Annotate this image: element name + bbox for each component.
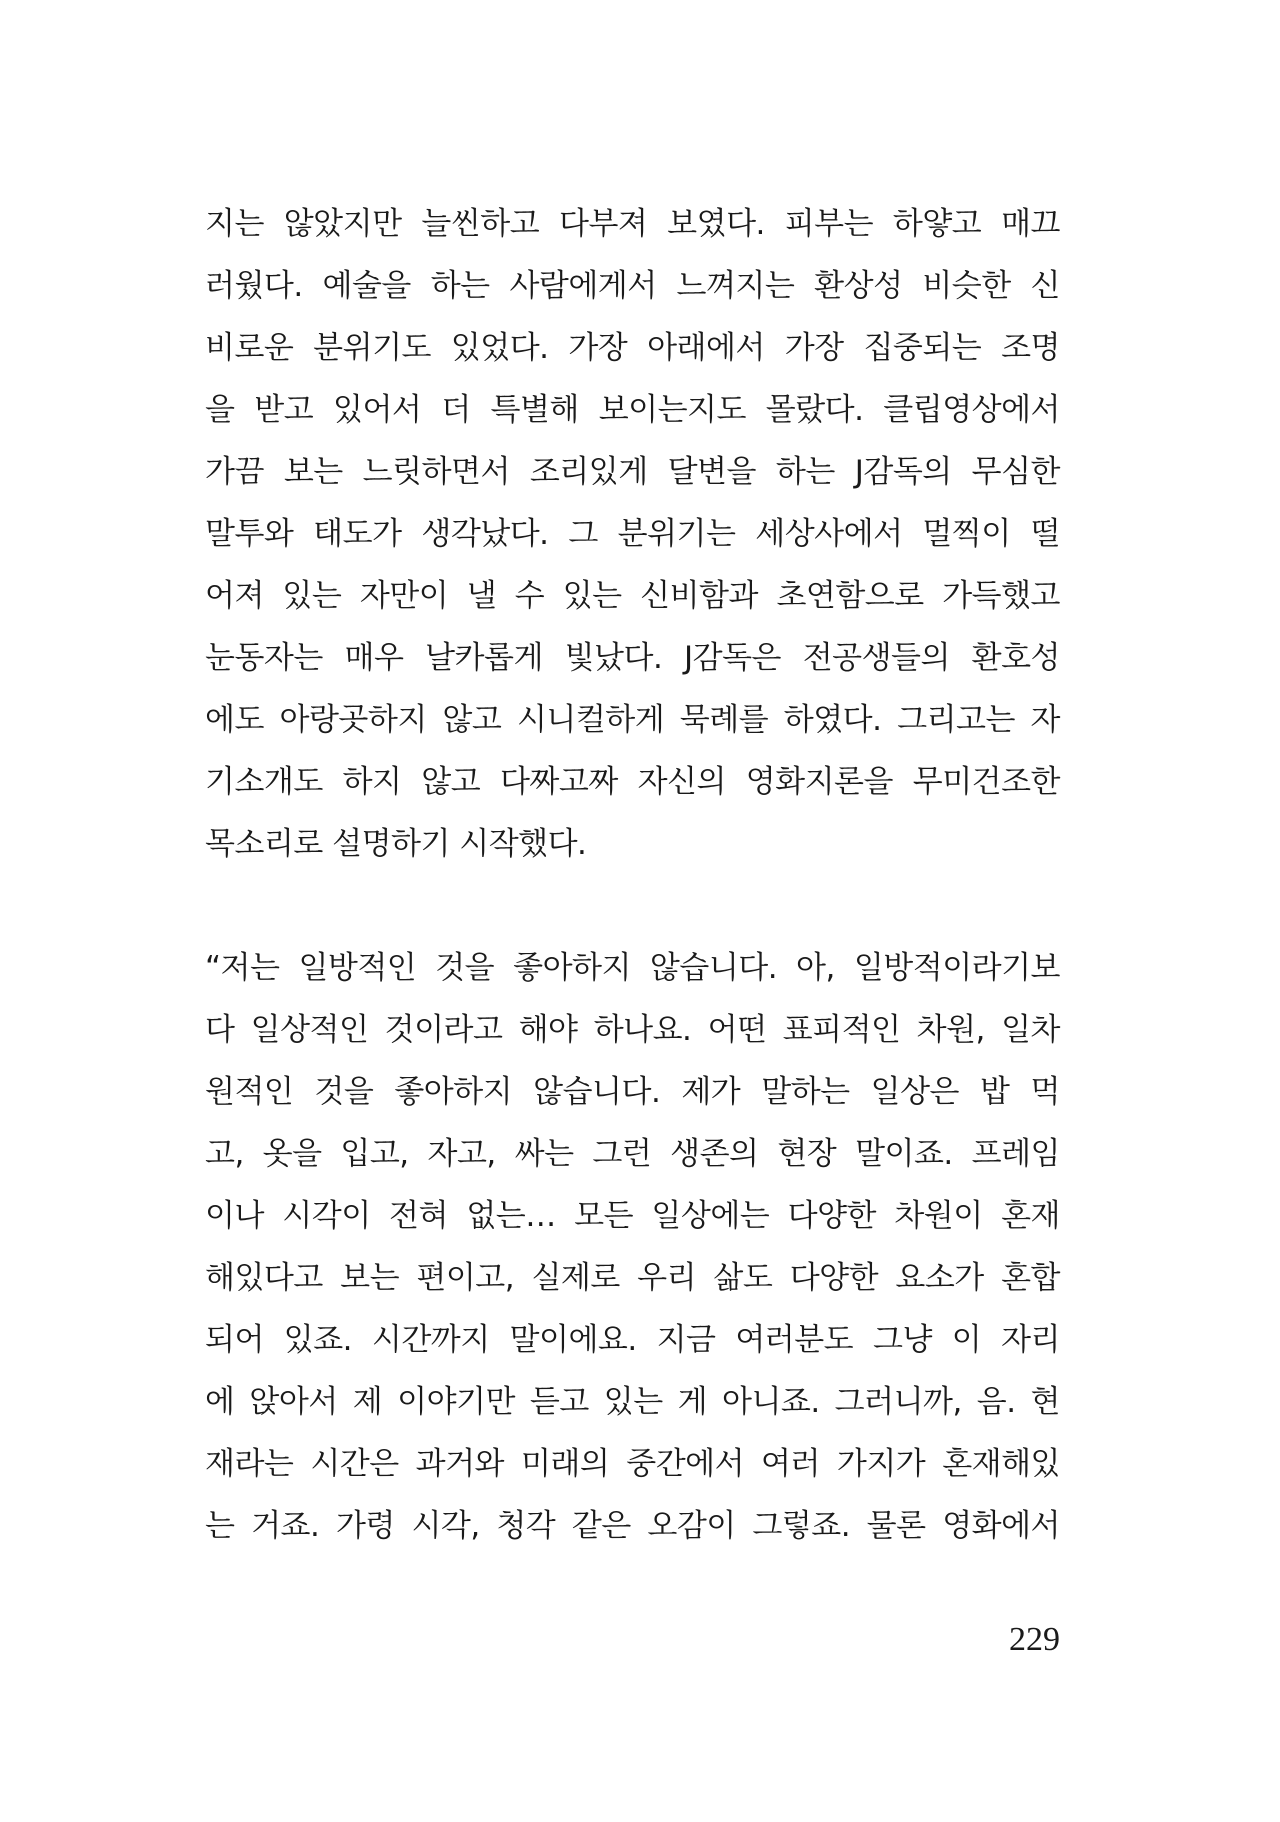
text-line: 지는 않았지만 늘씬하고 다부져 보였다. 피부는 하얗고 매끄 bbox=[205, 206, 1060, 242]
text-line: 어져 있는 자만이 낼 수 있는 신비함과 초연함으로 가득했고 bbox=[205, 578, 1060, 614]
text-line: 을 받고 있어서 더 특별해 보이는지도 몰랐다. 클립영상에서 bbox=[205, 392, 1060, 428]
text-line: 말투와 태도가 생각났다. 그 분위기는 세상사에서 멀찍이 떨 bbox=[205, 516, 1060, 552]
text-line: 고, 옷을 입고, 자고, 싸는 그런 생존의 현장 말이죠. 프레임 bbox=[205, 1136, 1060, 1172]
text-line: 다 일상적인 것이라고 해야 하나요. 어떤 표피적인 차원, 일차 bbox=[205, 1012, 1060, 1048]
text-line: 되어 있죠. 시간까지 말이에요. 지금 여러분도 그냥 이 자리 bbox=[205, 1322, 1060, 1358]
text-line: 비로운 분위기도 있었다. 가장 아래에서 가장 집중되는 조명 bbox=[205, 330, 1060, 366]
body-text bbox=[205, 193, 1060, 1557]
text-line: 눈동자는 매우 날카롭게 빛났다. J감독은 전공생들의 환호성 bbox=[205, 640, 1060, 676]
text-line: 해있다고 보는 편이고, 실제로 우리 삶도 다양한 요소가 혼합 bbox=[205, 1260, 1060, 1296]
text-line: 는 거죠. 가령 시각, 청각 같은 오감이 그렇죠. 물론 영화에서 bbox=[205, 1508, 1060, 1544]
text-line: 재라는 시간은 과거와 미래의 중간에서 여러 가지가 혼재해있 bbox=[205, 1446, 1060, 1482]
text-line: 가끔 보는 느릿하면서 조리있게 달변을 하는 J감독의 무심한 bbox=[205, 454, 1060, 490]
text-line: 원적인 것을 좋아하지 않습니다. 제가 말하는 일상은 밥 먹 bbox=[205, 1074, 1060, 1110]
text-line: 에도 아랑곳하지 않고 시니컬하게 묵례를 하였다. 그리고는 자 bbox=[205, 702, 1060, 738]
paragraph-2 bbox=[205, 937, 1060, 1557]
paragraph-1 bbox=[205, 193, 1060, 875]
text-line: 목소리로 설명하기 시작했다. bbox=[205, 826, 587, 862]
text-line: “저는 일방적인 것을 좋아하지 않습니다. 아, 일방적이라기보 bbox=[205, 950, 1060, 986]
page-number: 229 bbox=[1009, 1621, 1060, 1658]
text-line: 러웠다. 예술을 하는 사람에게서 느껴지는 환상성 비슷한 신 bbox=[205, 268, 1060, 304]
text-line: 기소개도 하지 않고 다짜고짜 자신의 영화지론을 무미건조한 bbox=[205, 764, 1060, 800]
text-line: 이나 시각이 전혀 없는… 모든 일상에는 다양한 차원이 혼재 bbox=[205, 1198, 1060, 1234]
text-line: 에 앉아서 제 이야기만 듣고 있는 게 아니죠. 그러니까, 음. 현 bbox=[205, 1384, 1060, 1420]
